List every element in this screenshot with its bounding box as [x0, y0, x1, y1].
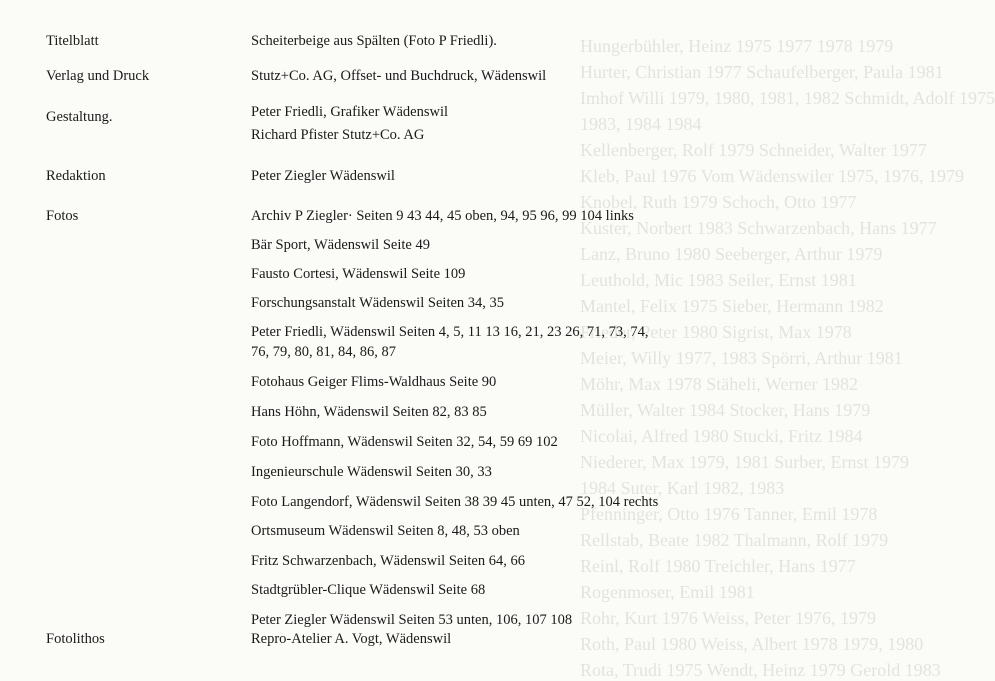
entry-line: Bär Sport, Wädenswil Seite 49 [251, 237, 430, 253]
ghost-line: Frieder, Peter 1980 Sigrist, Max 1978 [580, 322, 852, 342]
entry-line: Peter Ziegler Wädenswil Seiten 53 unten, 106, 107 108 [251, 612, 573, 628]
ghost-line: Möhr, Max 1978 Stäheli, Werner 1982 [580, 374, 858, 394]
ghost-line: Lanz, Bruno 1980 Seeberger, Arthur 1979 [580, 244, 883, 264]
entry-line: Stadtgrübler-Clique Wädenswil Seite 68 [251, 582, 486, 598]
ghost-line: Rohr, Kurt 1976 Weiss, Peter 1976, 1979 [580, 608, 876, 628]
entry-label: Redaktion [46, 168, 106, 184]
ghost-line: Rogenmoser, Emil 1981 [580, 582, 755, 602]
entry-line: Ingenieurschule Wädenswil Seiten 30, 33 [251, 464, 492, 480]
entry-label: Titelblatt [46, 33, 99, 49]
ghost-line: Reinl, Rolf 1980 Treichler, Hans 1977 [580, 556, 856, 576]
entry-value [251, 31, 497, 54]
entry-value [251, 66, 546, 89]
entry-label: Verlag und Druck [46, 68, 150, 84]
entry-label: Fotos [46, 208, 79, 224]
entry-line: Scheiterbeige aus Spälten (Foto P Friedli). [251, 33, 497, 49]
entry-label: Gestaltung. [46, 109, 113, 125]
entry-line: Peter Ziegler Wädenswil [251, 168, 395, 184]
ghost-line: Hurter, Christian 1977 Schaufelberger, Paula 1981 [580, 62, 944, 82]
ghost-line: Niederer, Max 1979, 1981 Surber, Ernst 1979 [580, 452, 909, 472]
entry-line: Archiv P Ziegler· Seiten 9 43 44, 45 oben, 94, 95 96, 99 104 links [251, 208, 634, 224]
ghost-line: Mantel, Felix 1975 Sieber, Hermann 1982 [580, 296, 884, 316]
entry-line: Peter Friedli, Grafiker Wädenswil [251, 104, 449, 120]
ghost-line: Roth, Paul 1980 Weiss, Albert 1978 1979, 1980 [580, 634, 924, 654]
entry-line: Forschungsanstalt Wädenswil Seiten 34, 35 [251, 295, 505, 311]
entry-line: Hans Höhn, Wädenswil Seiten 82, 83 85 [251, 404, 487, 420]
entry-value [251, 629, 451, 652]
entry-line: Fausto Cortesi, Wädenswil Seite 109 [251, 266, 466, 282]
ghost-line: Rota, Trudi 1975 Wendt, Heinz 1979 Gerold 1983 [580, 660, 941, 680]
ghost-line: Pfenninger, Otto 1976 Tanner, Emil 1978 [580, 504, 878, 524]
ghost-line: Meier, Willy 1977, 1983 Spörri, Arthur 1981 [580, 348, 903, 368]
ghost-line: Rellstab, Beate 1982 Thalmann, Rolf 1979 [580, 530, 889, 550]
entry-line: Richard Pfister Stutz+Co. AG [251, 127, 425, 143]
entry-line: Peter Friedli, Wädenswil Seiten 4, 5, 11 13 16, 21, 23 26, 71, 73, 74, [251, 324, 649, 340]
ghost-line: 1984 Suter, Karl 1982, 1983 [580, 478, 785, 498]
ghost-line: Knobel, Ruth 1979 Schoch, Otto 1977 [580, 192, 857, 212]
entry-line: Foto Hoffmann, Wädenswil Seiten 32, 54, 59 69 102 [251, 434, 558, 450]
ghost-line: Imhof Willi 1979, 1980, 1981, 1982 Schmidt, Adolf 1975 [580, 88, 995, 108]
entry-label: Fotolithos [46, 631, 105, 647]
entry-line: Foto Langendorf, Wädenswil Seiten 38 39 45 unten, 47 52, 104 rechts [251, 494, 659, 510]
entry-line: Repro-Atelier A. Vogt, Wädenswil [251, 631, 452, 647]
entry-value [251, 102, 448, 148]
entry-value [251, 206, 658, 639]
entry-line: Fotohaus Geiger Flims-Waldhaus Seite 90 [251, 374, 497, 390]
ghost-line: Kleb, Paul 1976 Vom Wädenswiler 1975, 1976, 1979 [580, 166, 964, 186]
ghost-line: Müller, Walter 1984 Stocker, Hans 1979 [580, 400, 871, 420]
ghost-line: Hungerbühler, Heinz 1975 1977 1978 1979 [580, 36, 894, 56]
ghost-line: Kellenberger, Rolf 1979 Schneider, Walter 1977 [580, 140, 927, 160]
ghost-line: Nicolai, Alfred 1980 Stucki, Fritz 1984 [580, 426, 863, 446]
ghost-line: 1983, 1984 1984 [580, 114, 702, 134]
entry-line: Stutz+Co. AG, Offset- und Buchdruck, Wädenswil [251, 68, 547, 84]
entry-line: Ortsmuseum Wädenswil Seiten 8, 48, 53 oben [251, 523, 520, 539]
ghost-line: Kuster, Norbert 1983 Schwarzenbach, Hans 1977 [580, 218, 937, 238]
entry-line: Fritz Schwarzenbach, Wädenswil Seiten 64, 66 [251, 553, 525, 569]
entry-value [251, 166, 395, 189]
ghost-line: Leuthold, Mic 1983 Seiler, Ernst 1981 [580, 270, 857, 290]
entry-line: 76, 79, 80, 81, 84, 86, 87 [251, 344, 396, 360]
